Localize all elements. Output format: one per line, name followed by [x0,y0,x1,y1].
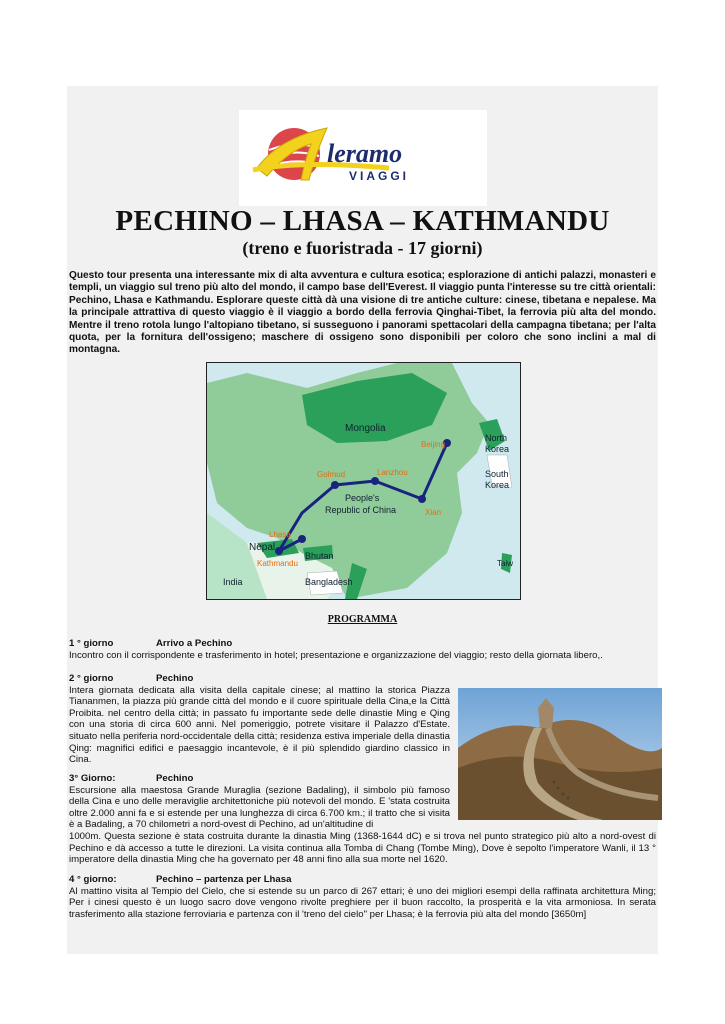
day-4-number: 4 ° giorno: [69,874,117,885]
map-label-north-korea-2: Korea [485,444,510,454]
day-2-title: Pechino [156,673,194,684]
day-2-number: 2 ° giorno [69,673,114,684]
aleramo-viaggi-logo [239,110,487,206]
day-1-header [69,638,656,650]
map-label-india: India [223,577,243,587]
map-city-beijing: Beijing [421,440,446,449]
day-2 [69,673,450,766]
page-subtitle: (treno e fuoristrada - 17 giorni) [242,238,483,258]
day-1-number: 1 ° giorno [69,638,114,649]
day-3 [69,773,656,866]
map-city-xian: Xian [425,508,442,517]
programma-heading: PROGRAMMA [327,614,398,625]
map-label-nepal: Nepal [249,542,276,553]
intro-paragraph: Questo tour presenta una interessante mix di alta avventura e cultura esotica; esplorazione di antichi palazzi, monasteri e templi, un viaggio sul treno più alto del mondo, il campo base dell'Everest. Il viaggio punta l'interesse su tre città orientali: Pechino, Lhasa e Kathmandu. Esplorare queste città dà una visione di tre antiche culture: cinese, tibetana e nepalese. Ma la principale attrattiva di questo viaggio è il viaggio a bordo della ferrovia Qinghai-Tibet, la ferrovia più alta del mondo. Mentre il treno rotola lungo l'altopiano tibetano, si susseguono i panorami spettacolari della campagna tibetana; per l'alta quota, per la fornitura dell'ossigeno; maschere di ossigeno sono disponibili per coloro che sono inclini a mal di montagna. [69,270,656,356]
map-label-south-korea-1: South [485,469,509,479]
day-1-title: Arrivo a Pechino [156,638,233,649]
map-label-bangladesh: Bangladesh [305,577,353,587]
map-label-taiwan: Taiw [497,559,514,568]
map-label-north-korea-1: North [485,433,508,443]
day-4-text: Al mattino visita al Tempio del Cielo, che si estende su un parco di 267 ettari; è uno dei migliori esempi della raffinata architettura Ming; Per i cinesi questo è un luogo sacro dove vengono rivolte preghiere per il buon raccolto, la prosperità e la vita armoniosa. In serata trasferimento alla stazione ferroviaria e partenza con il 'treno del cielo" per Lhasa; è la ferrovia più alta del mondo [3650m] [69,885,656,920]
map-city-golmud: Golmud [317,470,346,479]
day-1-text: Incontro con il corrispondente e trasferimento in hotel; presentazione e organizzazione del viaggio; resto della giornata libero,. [69,649,603,661]
day-2-text: Intera giornata dedicata alla visita della capitale cinese; al mattino la storica Piazza Tiananmen, la piazza più grande città del mondo e il cuore spirituale della Cina,e la Città Proibita. nel centro della città; in passato fu importante sede delle dinastie Ming e Qing con una storia di circa 600 anni. Nel pomeriggio, potrete visitare il Palazzo d'Estate. situato nella periferia nord-occidentale della città; residenza estiva imperiale della dinastia Qing: magnifici edifici e paesaggio incantevole, è il più splendido giardino classico in Cina. [69,684,450,766]
map-label-south-korea-2: Korea [485,480,510,490]
map-city-lanzhou: Lanzhou [377,468,408,477]
day-3-text [69,785,656,866]
logo-wordmark: leramo [327,139,403,168]
day-3-number: 3° Giorno: [69,773,116,784]
map-label-mongolia: Mongolia [345,423,386,434]
day-3-title: Pechino [156,773,194,784]
day-4-header [69,874,656,886]
route-map [206,362,521,600]
day-4-title: Pechino – partenza per Lhasa [156,874,292,885]
day-1 [69,638,656,661]
map-label-china-2: Republic of China [325,505,397,515]
map-label-china-1: People's [345,493,380,503]
day-4 [69,874,656,920]
map-label-bhutan: Bhutan [305,551,334,561]
logo-subtext: VIAGGI [349,169,410,183]
day-2-header [69,673,450,685]
day-3-text-wide: 1000m. Questa sezione è stata costruita durante la dinastia Ming (1368-1644 dC) e si trova nel punto strategico più alto a nord-ovest di Pechino e dà accesso a tutte le direzioni. La visita continua alla Tomba di Chang (Tombe Ming), Dove è sepolto l'imperatore Wanli, il 13 ° imperatore della dinastia Ming che ha governato per 48 anni fino alla sua morte nel 1620. [69,830,656,866]
day-3-text-narrow: Escursione alla maestosa Grande Muraglia (sezione Badaling), il simbolo più famoso della Cina e uno delle meraviglie architettoniche più notevoli del mondo. E 'stata costruita oltre 2.000 anni fa e si estende per una lunghezza di circa 6.700 km.; il tratto che si visita è a Badaling, a 70 chilometri a nord-ovest di Pechino, ad un'altitudine di [69,784,450,831]
map-city-kathmandu: Kathmandu [257,559,298,568]
day-3-header [69,773,656,785]
page-title: PECHINO – LHASA – KATHMANDU [115,205,610,237]
map-city-lhasa: Lhasa [269,530,291,539]
